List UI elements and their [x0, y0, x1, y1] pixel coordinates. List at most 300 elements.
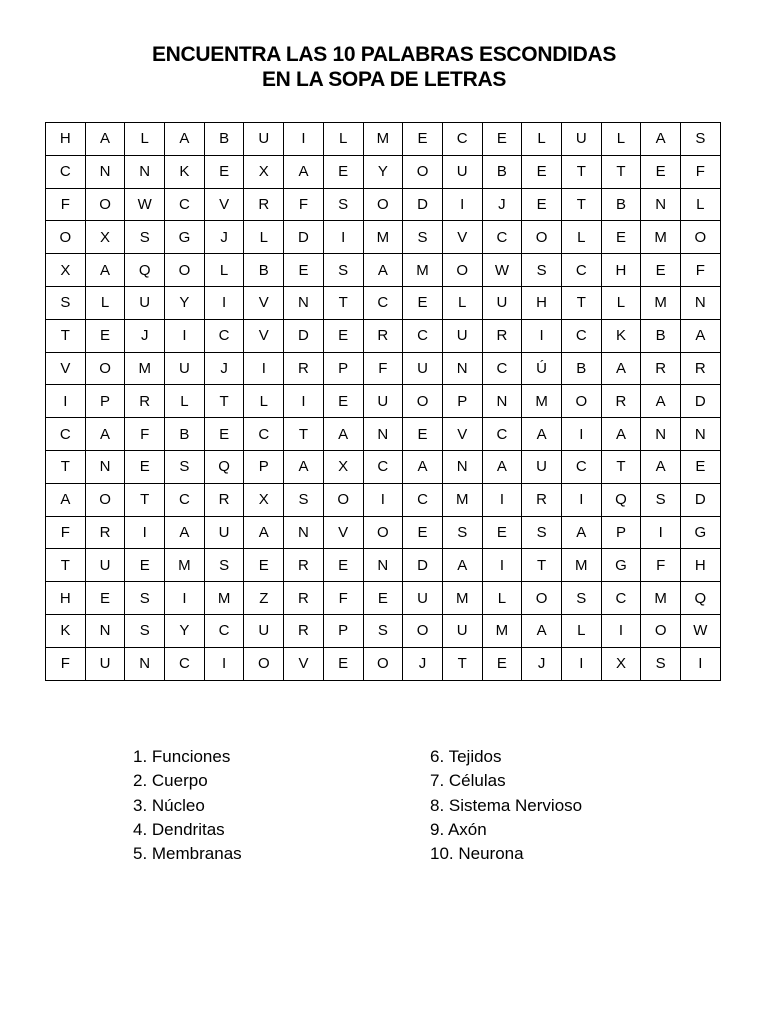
grid-cell[interactable]: Y: [165, 286, 205, 319]
grid-cell[interactable]: F: [323, 582, 363, 615]
grid-cell[interactable]: L: [522, 123, 562, 156]
grid-cell[interactable]: G: [165, 221, 205, 254]
grid-cell[interactable]: C: [46, 155, 86, 188]
grid-cell[interactable]: E: [522, 188, 562, 221]
grid-cell[interactable]: S: [641, 483, 681, 516]
grid-cell[interactable]: E: [403, 418, 443, 451]
grid-cell[interactable]: I: [561, 647, 601, 680]
grid-cell[interactable]: T: [46, 549, 86, 582]
grid-cell[interactable]: I: [244, 352, 284, 385]
grid-cell[interactable]: E: [403, 286, 443, 319]
grid-cell[interactable]: A: [284, 450, 324, 483]
grid-cell[interactable]: A: [85, 254, 125, 287]
grid-cell[interactable]: U: [244, 614, 284, 647]
grid-cell[interactable]: B: [204, 123, 244, 156]
grid-cell[interactable]: A: [403, 450, 443, 483]
grid-cell[interactable]: L: [165, 385, 205, 418]
grid-cell[interactable]: F: [681, 254, 721, 287]
grid-cell[interactable]: N: [125, 647, 165, 680]
grid-cell[interactable]: C: [482, 352, 522, 385]
grid-cell[interactable]: R: [482, 319, 522, 352]
grid-cell[interactable]: O: [403, 155, 443, 188]
grid-cell[interactable]: S: [323, 254, 363, 287]
grid-cell[interactable]: I: [284, 385, 324, 418]
grid-cell[interactable]: H: [46, 582, 86, 615]
grid-cell[interactable]: A: [85, 418, 125, 451]
grid-cell[interactable]: V: [244, 286, 284, 319]
grid-cell[interactable]: E: [204, 418, 244, 451]
grid-cell[interactable]: O: [681, 221, 721, 254]
grid-cell[interactable]: B: [641, 319, 681, 352]
grid-cell[interactable]: B: [482, 155, 522, 188]
grid-cell[interactable]: V: [284, 647, 324, 680]
word-list-item: 9. Axón: [430, 819, 487, 839]
grid-cell[interactable]: N: [681, 418, 721, 451]
grid-cell[interactable]: P: [244, 450, 284, 483]
grid-cell[interactable]: T: [442, 647, 482, 680]
grid-cell[interactable]: I: [323, 221, 363, 254]
grid-cell[interactable]: S: [641, 647, 681, 680]
grid-cell[interactable]: L: [125, 123, 165, 156]
grid-cell[interactable]: X: [85, 221, 125, 254]
word-list-left: [133, 745, 242, 866]
grid-cell[interactable]: E: [284, 254, 324, 287]
grid-cell[interactable]: C: [442, 123, 482, 156]
grid-cell[interactable]: E: [403, 123, 443, 156]
grid-cell[interactable]: A: [244, 516, 284, 549]
grid-cell[interactable]: A: [641, 385, 681, 418]
grid-cell[interactable]: L: [601, 123, 641, 156]
grid-cell[interactable]: A: [165, 123, 205, 156]
grid-cell[interactable]: P: [601, 516, 641, 549]
grid-cell[interactable]: B: [165, 418, 205, 451]
grid-cell[interactable]: M: [442, 582, 482, 615]
grid-cell[interactable]: X: [323, 450, 363, 483]
grid-cell[interactable]: U: [85, 549, 125, 582]
grid-cell[interactable]: S: [165, 450, 205, 483]
grid-cell[interactable]: D: [403, 549, 443, 582]
grid-cell[interactable]: R: [284, 582, 324, 615]
grid-cell[interactable]: D: [681, 483, 721, 516]
grid-cell[interactable]: O: [85, 188, 125, 221]
grid-cell[interactable]: F: [46, 188, 86, 221]
grid-cell[interactable]: E: [85, 319, 125, 352]
grid-cell[interactable]: I: [284, 123, 324, 156]
grid-cell[interactable]: N: [442, 450, 482, 483]
grid-cell[interactable]: L: [244, 385, 284, 418]
grid-cell[interactable]: J: [204, 352, 244, 385]
grid-cell[interactable]: L: [681, 188, 721, 221]
grid-cell[interactable]: X: [601, 647, 641, 680]
grid-cell[interactable]: V: [46, 352, 86, 385]
grid-cell[interactable]: A: [85, 123, 125, 156]
grid-cell[interactable]: O: [522, 582, 562, 615]
grid-cell[interactable]: I: [442, 188, 482, 221]
grid-cell[interactable]: A: [641, 123, 681, 156]
grid-cell[interactable]: E: [601, 221, 641, 254]
grid-cell[interactable]: R: [641, 352, 681, 385]
grid-cell[interactable]: F: [46, 647, 86, 680]
grid-cell[interactable]: X: [244, 155, 284, 188]
grid-cell[interactable]: A: [284, 155, 324, 188]
grid-cell[interactable]: N: [363, 549, 403, 582]
grid-cell[interactable]: A: [641, 450, 681, 483]
grid-cell[interactable]: P: [85, 385, 125, 418]
grid-cell[interactable]: U: [442, 614, 482, 647]
grid-cell[interactable]: I: [482, 483, 522, 516]
grid-cell[interactable]: T: [204, 385, 244, 418]
grid-cell[interactable]: U: [522, 450, 562, 483]
grid-cell[interactable]: T: [561, 286, 601, 319]
grid-cell[interactable]: Q: [601, 483, 641, 516]
grid-row: [46, 450, 721, 483]
grid-cell[interactable]: L: [204, 254, 244, 287]
grid-cell[interactable]: C: [561, 254, 601, 287]
grid-cell[interactable]: L: [561, 614, 601, 647]
grid-cell[interactable]: E: [681, 450, 721, 483]
grid-cell[interactable]: M: [363, 123, 403, 156]
grid-cell[interactable]: O: [363, 516, 403, 549]
grid-cell[interactable]: H: [681, 549, 721, 582]
grid-cell[interactable]: E: [522, 155, 562, 188]
grid-cell[interactable]: C: [165, 188, 205, 221]
grid-cell[interactable]: C: [46, 418, 86, 451]
grid-cell[interactable]: L: [442, 286, 482, 319]
grid-cell[interactable]: B: [561, 352, 601, 385]
grid-cell[interactable]: E: [403, 516, 443, 549]
grid-cell[interactable]: B: [601, 188, 641, 221]
grid-cell[interactable]: N: [641, 418, 681, 451]
grid-cell[interactable]: N: [284, 286, 324, 319]
grid-row: [46, 352, 721, 385]
grid-cell[interactable]: S: [403, 221, 443, 254]
grid-cell[interactable]: X: [46, 254, 86, 287]
grid-cell[interactable]: R: [125, 385, 165, 418]
grid-cell[interactable]: T: [561, 155, 601, 188]
grid-cell[interactable]: M: [641, 582, 681, 615]
title-line-1: ENCUENTRA LAS 10 PALABRAS ESCONDIDAS: [151, 43, 617, 66]
grid-cell[interactable]: S: [284, 483, 324, 516]
grid-cell[interactable]: H: [522, 286, 562, 319]
grid-cell[interactable]: N: [442, 352, 482, 385]
grid-cell[interactable]: I: [522, 319, 562, 352]
grid-cell[interactable]: O: [85, 352, 125, 385]
grid-cell[interactable]: N: [85, 155, 125, 188]
grid-cell[interactable]: F: [46, 516, 86, 549]
grid-cell[interactable]: A: [601, 352, 641, 385]
grid-cell[interactable]: C: [482, 418, 522, 451]
grid-cell[interactable]: S: [125, 221, 165, 254]
grid-cell[interactable]: I: [601, 614, 641, 647]
grid-cell[interactable]: Z: [244, 582, 284, 615]
grid-cell[interactable]: C: [165, 647, 205, 680]
grid-cell[interactable]: N: [284, 516, 324, 549]
grid-cell[interactable]: A: [522, 614, 562, 647]
grid-cell[interactable]: S: [681, 123, 721, 156]
grid-cell[interactable]: M: [165, 549, 205, 582]
grid-cell[interactable]: W: [681, 614, 721, 647]
grid-cell[interactable]: O: [522, 221, 562, 254]
grid-cell[interactable]: O: [46, 221, 86, 254]
grid-cell[interactable]: M: [641, 286, 681, 319]
grid-cell[interactable]: O: [165, 254, 205, 287]
grid-cell[interactable]: S: [561, 582, 601, 615]
grid-cell[interactable]: O: [641, 614, 681, 647]
grid-cell[interactable]: G: [681, 516, 721, 549]
grid-cell[interactable]: E: [363, 582, 403, 615]
grid-cell[interactable]: I: [204, 647, 244, 680]
grid-cell[interactable]: O: [85, 483, 125, 516]
grid-cell[interactable]: L: [244, 221, 284, 254]
grid-cell[interactable]: U: [561, 123, 601, 156]
grid-cell[interactable]: Ú: [522, 352, 562, 385]
grid-cell[interactable]: I: [204, 286, 244, 319]
grid-row: [46, 582, 721, 615]
grid-cell[interactable]: K: [165, 155, 205, 188]
grid-cell[interactable]: R: [681, 352, 721, 385]
grid-cell[interactable]: R: [85, 516, 125, 549]
grid-cell[interactable]: N: [363, 418, 403, 451]
grid-cell[interactable]: S: [363, 614, 403, 647]
grid-cell[interactable]: J: [125, 319, 165, 352]
grid-cell[interactable]: F: [125, 418, 165, 451]
grid-cell[interactable]: H: [601, 254, 641, 287]
grid-cell[interactable]: C: [363, 450, 403, 483]
grid-cell[interactable]: A: [482, 450, 522, 483]
grid-cell[interactable]: N: [681, 286, 721, 319]
grid-cell[interactable]: Y: [165, 614, 205, 647]
grid-cell[interactable]: M: [204, 582, 244, 615]
grid-cell[interactable]: V: [442, 221, 482, 254]
grid-cell[interactable]: A: [442, 549, 482, 582]
grid-cell[interactable]: R: [363, 319, 403, 352]
grid-cell[interactable]: U: [482, 286, 522, 319]
grid-cell[interactable]: U: [442, 155, 482, 188]
title-line-2: EN LA SOPA DE LETRAS: [261, 68, 507, 91]
grid-cell[interactable]: O: [244, 647, 284, 680]
grid-cell[interactable]: F: [363, 352, 403, 385]
grid-cell[interactable]: F: [681, 155, 721, 188]
grid-cell[interactable]: C: [363, 286, 403, 319]
grid-cell[interactable]: V: [442, 418, 482, 451]
grid-cell[interactable]: L: [561, 221, 601, 254]
grid-cell[interactable]: L: [85, 286, 125, 319]
grid-cell[interactable]: U: [363, 385, 403, 418]
grid-cell[interactable]: F: [284, 188, 324, 221]
grid-cell[interactable]: B: [244, 254, 284, 287]
grid-cell[interactable]: C: [561, 319, 601, 352]
grid-cell[interactable]: C: [244, 418, 284, 451]
grid-cell[interactable]: T: [601, 155, 641, 188]
grid-cell[interactable]: S: [46, 286, 86, 319]
grid-cell[interactable]: O: [363, 647, 403, 680]
grid-cell[interactable]: T: [125, 483, 165, 516]
grid-cell[interactable]: S: [125, 582, 165, 615]
grid-cell[interactable]: M: [641, 221, 681, 254]
grid-cell[interactable]: O: [403, 385, 443, 418]
grid-cell[interactable]: D: [284, 221, 324, 254]
grid-cell[interactable]: T: [561, 188, 601, 221]
grid-cell[interactable]: E: [323, 385, 363, 418]
grid-cell[interactable]: R: [601, 385, 641, 418]
grid-cell[interactable]: S: [125, 614, 165, 647]
grid-cell[interactable]: T: [46, 319, 86, 352]
grid-cell[interactable]: H: [46, 123, 86, 156]
grid-cell[interactable]: P: [442, 385, 482, 418]
grid-cell[interactable]: I: [641, 516, 681, 549]
grid-cell[interactable]: L: [323, 123, 363, 156]
grid-cell[interactable]: S: [522, 516, 562, 549]
grid-cell[interactable]: W: [125, 188, 165, 221]
grid-cell[interactable]: E: [641, 155, 681, 188]
grid-cell[interactable]: E: [323, 319, 363, 352]
grid-cell[interactable]: I: [165, 319, 205, 352]
grid-cell[interactable]: M: [363, 221, 403, 254]
grid-cell[interactable]: A: [363, 254, 403, 287]
grid-cell[interactable]: M: [522, 385, 562, 418]
grid-cell[interactable]: R: [244, 188, 284, 221]
grid-cell[interactable]: U: [204, 516, 244, 549]
grid-cell[interactable]: M: [403, 254, 443, 287]
grid-cell[interactable]: R: [204, 483, 244, 516]
grid-cell[interactable]: C: [204, 319, 244, 352]
grid-cell[interactable]: A: [561, 516, 601, 549]
grid-cell[interactable]: E: [85, 582, 125, 615]
grid-cell[interactable]: C: [601, 582, 641, 615]
grid-cell[interactable]: I: [561, 483, 601, 516]
word-list-item: 3. Núcleo: [133, 795, 205, 815]
grid-cell[interactable]: J: [403, 647, 443, 680]
grid-cell[interactable]: E: [125, 549, 165, 582]
grid-cell[interactable]: L: [601, 286, 641, 319]
grid-cell[interactable]: M: [442, 483, 482, 516]
grid-cell[interactable]: C: [204, 614, 244, 647]
grid-cell[interactable]: E: [482, 123, 522, 156]
grid-cell[interactable]: T: [46, 450, 86, 483]
grid-cell[interactable]: U: [442, 319, 482, 352]
grid-cell[interactable]: P: [323, 352, 363, 385]
grid-cell[interactable]: P: [323, 614, 363, 647]
grid-cell[interactable]: K: [46, 614, 86, 647]
grid-cell[interactable]: C: [403, 319, 443, 352]
grid-cell[interactable]: Y: [363, 155, 403, 188]
grid-cell[interactable]: X: [244, 483, 284, 516]
grid-cell[interactable]: R: [284, 352, 324, 385]
grid-cell[interactable]: T: [284, 418, 324, 451]
grid-cell[interactable]: I: [561, 418, 601, 451]
grid-cell[interactable]: I: [165, 582, 205, 615]
grid-cell[interactable]: E: [323, 647, 363, 680]
grid-cell[interactable]: M: [561, 549, 601, 582]
grid-cell[interactable]: M: [125, 352, 165, 385]
grid-cell[interactable]: N: [85, 614, 125, 647]
grid-cell[interactable]: T: [601, 450, 641, 483]
grid-row: [46, 516, 721, 549]
grid-cell[interactable]: A: [601, 418, 641, 451]
grid-cell[interactable]: A: [522, 418, 562, 451]
grid-cell[interactable]: A: [681, 319, 721, 352]
grid-cell[interactable]: S: [442, 516, 482, 549]
grid-cell[interactable]: L: [482, 582, 522, 615]
grid-cell[interactable]: C: [561, 450, 601, 483]
grid-cell[interactable]: E: [482, 516, 522, 549]
grid-cell[interactable]: U: [403, 582, 443, 615]
grid-cell[interactable]: F: [641, 549, 681, 582]
grid-cell[interactable]: Q: [204, 450, 244, 483]
grid-cell[interactable]: A: [323, 418, 363, 451]
grid-cell[interactable]: T: [323, 286, 363, 319]
grid-cell[interactable]: J: [522, 647, 562, 680]
grid-cell[interactable]: J: [482, 188, 522, 221]
grid-cell[interactable]: R: [522, 483, 562, 516]
grid-cell[interactable]: Q: [125, 254, 165, 287]
grid-cell[interactable]: E: [323, 549, 363, 582]
grid-cell[interactable]: E: [482, 647, 522, 680]
word-search-grid: [45, 122, 721, 681]
grid-cell[interactable]: O: [442, 254, 482, 287]
grid-cell[interactable]: N: [482, 385, 522, 418]
grid-cell[interactable]: A: [46, 483, 86, 516]
grid-cell[interactable]: O: [403, 614, 443, 647]
grid-cell[interactable]: S: [323, 188, 363, 221]
grid-cell[interactable]: O: [561, 385, 601, 418]
grid-cell[interactable]: E: [323, 155, 363, 188]
grid-cell[interactable]: U: [165, 352, 205, 385]
grid-row: [46, 549, 721, 582]
grid-cell[interactable]: K: [601, 319, 641, 352]
grid-cell[interactable]: W: [482, 254, 522, 287]
grid-cell[interactable]: N: [85, 450, 125, 483]
grid-cell[interactable]: U: [403, 352, 443, 385]
grid-cell[interactable]: R: [284, 614, 324, 647]
grid-cell[interactable]: E: [244, 549, 284, 582]
grid-cell[interactable]: V: [323, 516, 363, 549]
grid-cell[interactable]: A: [165, 516, 205, 549]
grid-cell[interactable]: N: [641, 188, 681, 221]
grid-cell[interactable]: V: [204, 188, 244, 221]
grid-cell[interactable]: C: [482, 221, 522, 254]
grid-cell[interactable]: C: [403, 483, 443, 516]
grid-cell[interactable]: U: [85, 647, 125, 680]
grid-cell[interactable]: U: [244, 123, 284, 156]
grid-cell[interactable]: E: [125, 450, 165, 483]
grid-cell[interactable]: C: [165, 483, 205, 516]
grid-cell[interactable]: D: [284, 319, 324, 352]
grid-cell[interactable]: S: [522, 254, 562, 287]
grid-cell[interactable]: S: [204, 549, 244, 582]
grid-cell[interactable]: D: [403, 188, 443, 221]
grid-cell[interactable]: M: [482, 614, 522, 647]
grid-cell[interactable]: O: [363, 188, 403, 221]
grid-cell[interactable]: V: [244, 319, 284, 352]
grid-cell[interactable]: I: [681, 647, 721, 680]
grid-cell[interactable]: D: [681, 385, 721, 418]
grid-cell[interactable]: T: [522, 549, 562, 582]
grid-cell[interactable]: R: [284, 549, 324, 582]
grid-cell[interactable]: U: [125, 286, 165, 319]
grid-cell[interactable]: I: [363, 483, 403, 516]
grid-cell[interactable]: I: [46, 385, 86, 418]
grid-cell[interactable]: J: [204, 221, 244, 254]
grid-cell[interactable]: N: [125, 155, 165, 188]
grid-cell[interactable]: I: [125, 516, 165, 549]
grid-cell[interactable]: I: [482, 549, 522, 582]
grid-cell[interactable]: Q: [681, 582, 721, 615]
grid-cell[interactable]: E: [641, 254, 681, 287]
grid-cell[interactable]: O: [323, 483, 363, 516]
grid-cell[interactable]: G: [601, 549, 641, 582]
grid-cell[interactable]: E: [204, 155, 244, 188]
